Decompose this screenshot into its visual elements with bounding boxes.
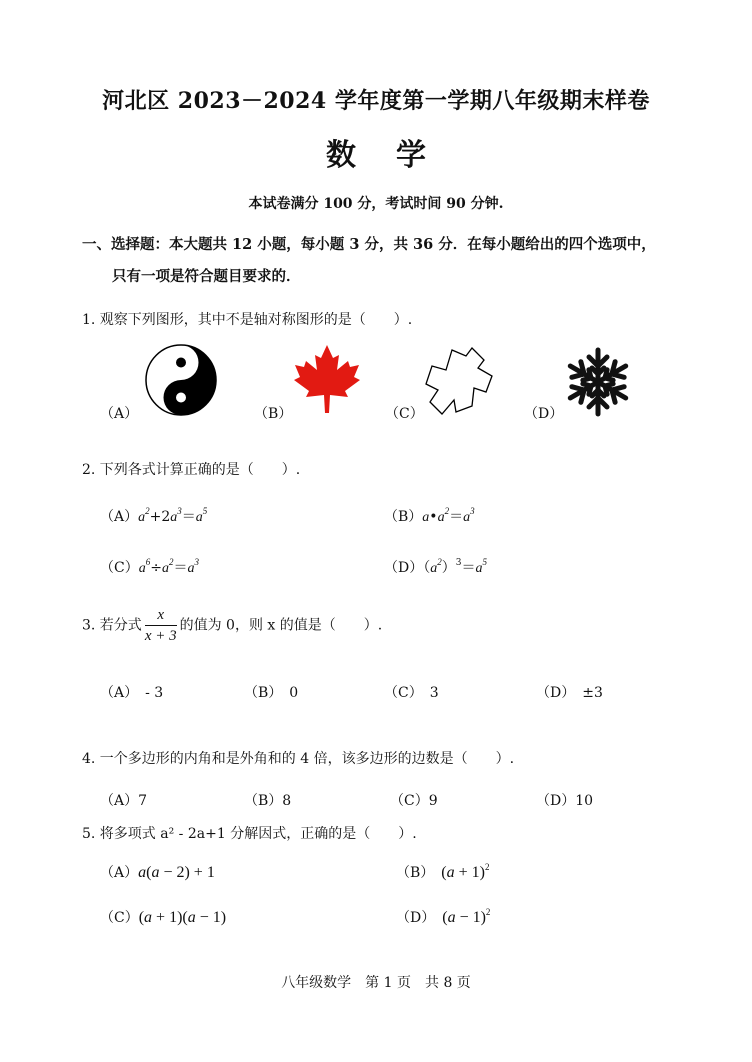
q3-fraction-numerator: x bbox=[145, 605, 177, 626]
q4-option-b: （B）8 bbox=[244, 793, 292, 809]
q5-option-d-label: （D） bbox=[396, 910, 429, 926]
q3-option-d: （D） ±3 bbox=[536, 685, 603, 701]
q5-option-d: （D） $(a - 1)^2$ bbox=[396, 907, 491, 926]
section-heading: 一、选择题：本大题共 12 小题，每小题 3 分，共 36 分．在每小题给出的四个选项中， bbox=[82, 236, 656, 253]
q2-option-a: $(A)a^2+2a^3=a^5$ bbox=[100, 506, 208, 525]
q5-option-a: （A）a(a − 2) + 1 bbox=[100, 864, 215, 881]
q3-fraction-denominator: x + 3 bbox=[144, 628, 177, 644]
q3-stem-suffix: 的值为 0，则 x 的值是（ ）. bbox=[179, 617, 383, 634]
question-4-stem: 4. 一个多边形的内角和是外角和的 4 倍，该多边形的边数是（ ）. bbox=[82, 751, 515, 767]
q5-option-a-label: （A） bbox=[100, 865, 139, 881]
snowflake-icon bbox=[562, 346, 634, 418]
question-2-stem: 2. 下列各式计算正确的是（ ）. bbox=[82, 462, 301, 478]
yin-yang-icon bbox=[144, 343, 218, 417]
exam-note: 本试卷满分 100 分，考试时间 90 分钟. bbox=[248, 196, 504, 212]
q3-stem-prefix: 3. 若分式 bbox=[82, 617, 142, 634]
maple-leaf-icon bbox=[292, 343, 362, 415]
question-5-stem: 5. 将多项式 a² - 2a+1 分解因式，正确的是（ ）. bbox=[82, 826, 417, 842]
q4-option-a: （A）7 bbox=[100, 793, 148, 809]
question-1-stem: 1. 观察下列图形，其中不是轴对称图形的是（ ）. bbox=[82, 312, 413, 328]
page-footer: 八年级数学 第 1 页 共 8 页 bbox=[281, 975, 471, 991]
q4-option-d: （D）10 bbox=[536, 793, 594, 809]
q2-option-c: $(C)a^6\div a^2=a^3$ bbox=[100, 557, 199, 576]
flower-outline-icon bbox=[422, 344, 496, 418]
q5-option-b: （B） $(a + 1)^2$ bbox=[396, 862, 490, 881]
exam-title: 河北区 2023－2024 学年度第一学期八年级期末样卷 bbox=[102, 88, 650, 114]
q2-option-c-label: （C） bbox=[100, 560, 139, 576]
q2-option-b: $(B)a•a^2=a^3$ bbox=[384, 506, 475, 525]
q1-option-a-label: （A） bbox=[100, 406, 139, 422]
subject-title: 数学 bbox=[326, 138, 466, 173]
q3-fraction bbox=[145, 605, 177, 646]
q4-option-c: （C）9 bbox=[390, 793, 438, 809]
section-heading-continued: 只有一项是符合题目要求的． bbox=[112, 268, 301, 285]
q2-option-d: $(D)(a^2)^3=a^5$ bbox=[384, 557, 487, 576]
q5-option-c-label: （C） bbox=[100, 910, 139, 926]
q3-option-b: （B） 0 bbox=[244, 685, 299, 701]
q5-option-b-label: （B） bbox=[396, 865, 428, 881]
q3-option-c: （C） 3 bbox=[384, 685, 439, 701]
q1-option-b-label: （B） bbox=[254, 406, 293, 422]
q2-option-a-label: （A） bbox=[100, 509, 139, 525]
question-3-stem bbox=[82, 605, 382, 646]
q2-option-d-label: （D） bbox=[384, 560, 424, 576]
q5-option-c: （C）(a + 1)(a − 1) bbox=[100, 909, 227, 926]
q1-option-c-label: （C） bbox=[385, 406, 424, 422]
q2-option-b-label: （B） bbox=[384, 509, 423, 525]
q3-option-a: （A） - 3 bbox=[100, 685, 164, 701]
q1-option-d-label: （D） bbox=[524, 406, 564, 422]
